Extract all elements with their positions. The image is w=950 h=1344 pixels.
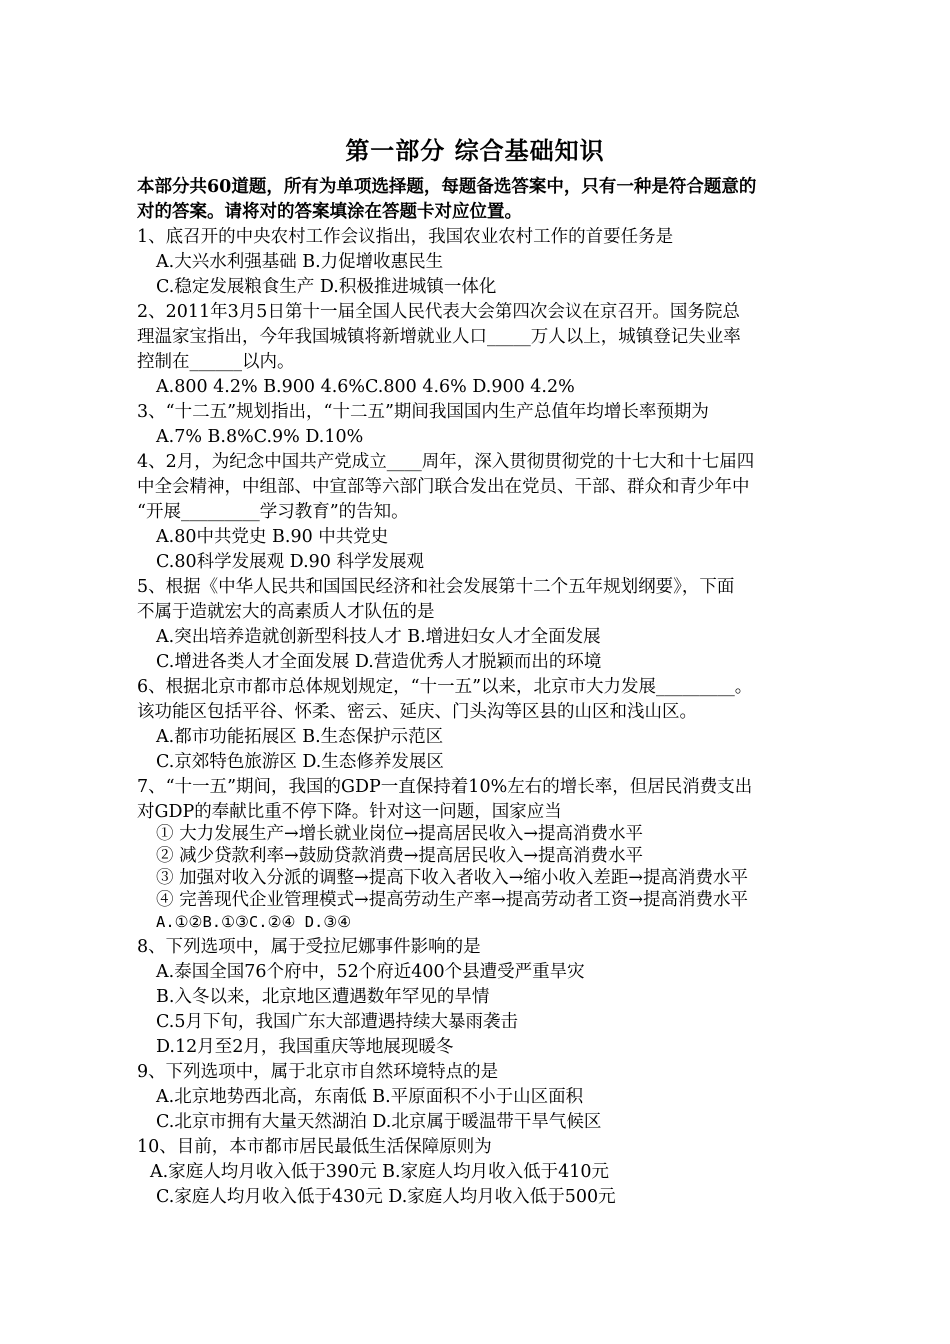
q7-options: A.①②B.①③C.②④ D.③④ xyxy=(156,913,352,931)
question-2-line-2: 理温家宝指出，今年我国城镇将新增就业人口_____万人以上，城镇登记失业率 xyxy=(137,327,741,347)
q6-options-ab: A.都市功能拓展区 B.生态保护示范区 xyxy=(156,727,444,747)
intro-line-2: 对的答案。请将对的答案填涂在答题卡对应位置。 xyxy=(137,202,522,222)
q9-options-ab: A.北京地势西北高，东南低 B.平原面积不小于山区面积 xyxy=(156,1087,584,1107)
q4-options-ab: A.80中共党史 B.90 中共党史 xyxy=(156,527,389,547)
q10-options-ab: A.家庭人均月收入低于390元 B.家庭人均月收入低于410元 xyxy=(150,1162,609,1182)
question-9: 9、下列选项中，属于北京市自然环境特点的是 xyxy=(137,1062,499,1082)
q1-options-cd: C.稳定发展粮食生产 D.积极推进城镇一体化 xyxy=(156,277,497,297)
q1-options-ab: A.大兴水利强基础 B.力促增收惠民生 xyxy=(156,252,444,272)
q9-options-cd: C.北京市拥有大量天然湖泊 D.北京属于暖温带干旱气候区 xyxy=(156,1112,602,1132)
question-6-line-1: 6、根据北京市都市总体规划规定，“十一五”以来，北京市大力发展_________。 xyxy=(137,677,753,697)
q10-options-cd: C.家庭人均月收入低于430元 D.家庭人均月收入低于500元 xyxy=(156,1187,616,1207)
question-4-line-2: 中全会精神，中组部、中宣部等六部门联合发出在党员、干部、群众和青少年中 xyxy=(137,477,750,497)
q8-option-b: B.入冬以来，北京地区遭遇数年罕见的旱情 xyxy=(156,987,490,1007)
question-10: 10、目前，本市都市居民最低生活保障原则为 xyxy=(137,1137,492,1157)
question-3: 3、“十二五”规划指出，“十二五”期间我国国内生产总值年均增长率预期为 xyxy=(137,402,709,422)
q4-options-cd: C.80科学发展观 D.90 科学发展观 xyxy=(156,552,424,572)
q7-statement-2: ② 减少贷款利率→鼓励贷款消费→提高居民收入→提高消费水平 xyxy=(156,846,644,866)
question-4-line-1: 4、2月，为纪念中国共产党成立____周年，深入贯彻贯彻党的十七大和十七届四 xyxy=(137,452,755,472)
q8-option-d: D.12月至2月，我国重庆等地展现暖冬 xyxy=(156,1037,454,1057)
question-2-line-3: 控制在______以内。 xyxy=(137,352,295,372)
q6-options-cd: C.京郊特色旅游区 D.生态修养发展区 xyxy=(156,752,444,772)
q5-options-cd: C.增进各类人才全面发展 D.营造优秀人才脱颖而出的环境 xyxy=(156,652,602,672)
question-2-line-1: 2、2011年3月5日第十一届全国人民代表大会第四次会议在京召开。国务院总 xyxy=(137,302,740,322)
q7-statement-1: ① 大力发展生产→增长就业岗位→提高居民收入→提高消费水平 xyxy=(156,824,644,844)
q8-option-a: A.泰国全国76个府中，52个府近400个县遭受严重旱灾 xyxy=(156,962,585,982)
question-1: 1、底召开的中央农村工作会议指出，我国农业农村工作的首要任务是 xyxy=(137,227,674,247)
question-8: 8、下列选项中，属于受拉尼娜事件影响的是 xyxy=(137,937,481,957)
q5-options-ab: A.突出培养造就创新型科技人才 B.增进妇女人才全面发展 xyxy=(156,627,601,647)
q3-options: A.7% B.8%C.9% D.10% xyxy=(156,427,364,447)
q7-statement-3: ③ 加强对收入分派的调整→提高下收入者收入→缩小收入差距→提高消费水平 xyxy=(156,868,749,888)
question-4-line-3: “开展_________学习教育”的告知。 xyxy=(137,502,409,522)
question-6-line-2: 该功能区包括平谷、怀柔、密云、延庆、门头沟等区县的山区和浅山区。 xyxy=(137,702,697,722)
question-7-line-1: 7、“十一五”期间，我国的GDP一直保持着10%左右的增长率，但居民消费支出 xyxy=(137,777,753,797)
q8-option-c: C.5月下旬，我国广东大部遭遇持续大暴雨袭击 xyxy=(156,1012,518,1032)
question-5-line-2: 不属于造就宏大的高素质人才队伍的是 xyxy=(137,602,435,622)
question-7-line-2: 对GDP的奉献比重不停下降。针对这一问题，国家应当 xyxy=(137,802,562,822)
intro-line-1: 本部分共60道题，所有为单项选择题，每题备选答案中，只有一种是符合题意的 xyxy=(137,177,757,197)
question-5-line-1: 5、根据《中华人民共和国国民经济和社会发展第十二个五年规划纲要》，下面 xyxy=(137,577,735,597)
q7-statement-4: ④ 完善现代企业管理模式→提高劳动生产率→提高劳动者工资→提高消费水平 xyxy=(156,890,749,910)
q2-options: A.800 4.2% B.900 4.6%C.800 4.6% D.900 4.2% xyxy=(156,377,575,397)
page-title: 第一部分 综合基础知识 xyxy=(345,136,605,165)
